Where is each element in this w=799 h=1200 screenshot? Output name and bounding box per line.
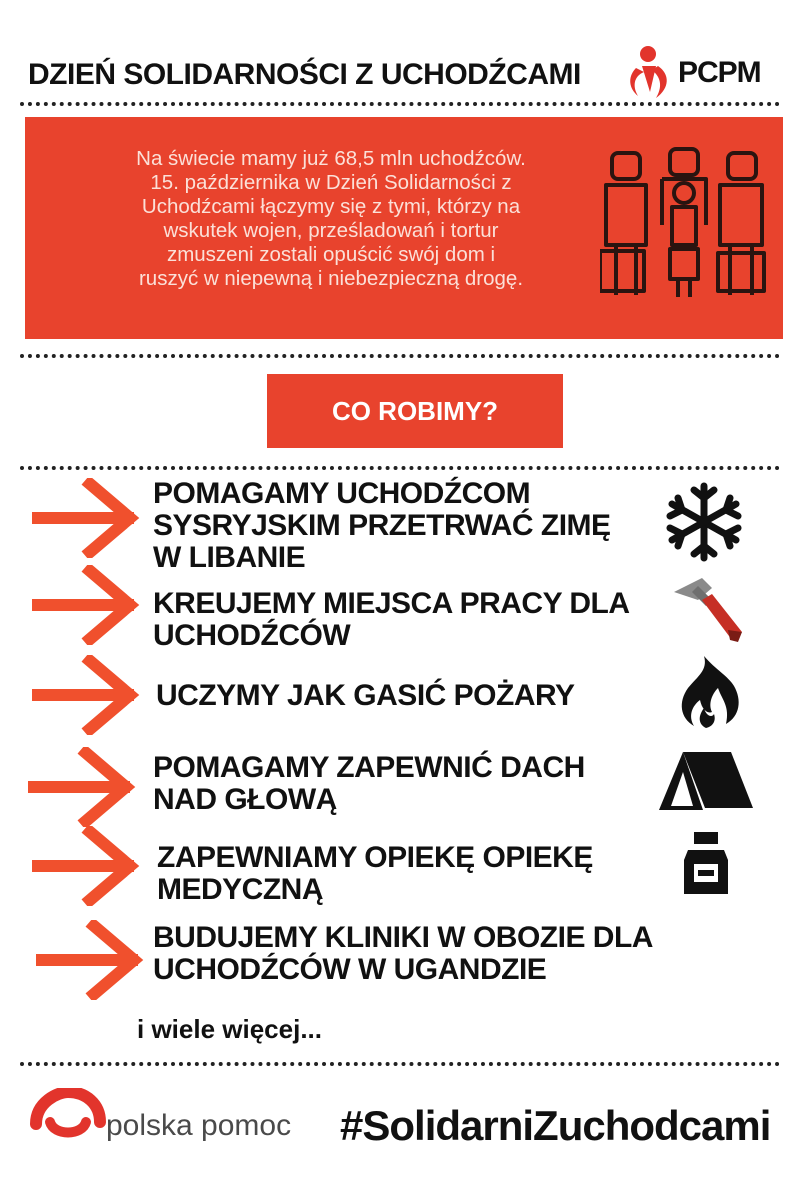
list-item-line: W LIBANIE xyxy=(153,541,306,574)
divider xyxy=(20,102,780,106)
list-item-line: MEDYCZNĄ xyxy=(157,873,323,906)
what-we-do-heading: CO ROBIMY? xyxy=(267,374,563,448)
intro-line: 15. października w Dzień Solidarności z xyxy=(150,171,512,194)
list-item xyxy=(157,842,593,906)
refugee-family-icon xyxy=(600,145,768,305)
intro-line: Uchodźcami łączymy się z tymi, którzy na xyxy=(141,195,521,218)
polska-pomoc-logo-icon xyxy=(28,1088,108,1148)
list-item-line: POMAGAMY ZAPEWNIĆ DACH xyxy=(153,751,585,784)
fire-icon xyxy=(668,652,748,732)
list-item xyxy=(153,922,653,986)
intro-text xyxy=(61,147,601,291)
intro-box xyxy=(25,117,783,339)
list-item-line: POMAGAMY UCHODŹCOM xyxy=(153,477,531,510)
arrow-right-icon xyxy=(32,826,142,906)
list-item-line: NAD GŁOWĄ xyxy=(153,783,337,816)
intro-line: ruszyć w niepewną i niebezpieczną drogę. xyxy=(138,267,524,290)
list-item xyxy=(153,478,611,574)
arrow-right-icon xyxy=(32,655,142,735)
hammer-icon xyxy=(668,570,748,650)
hashtag: #SolidarniZuchodcami xyxy=(340,1102,771,1149)
medicine-icon xyxy=(678,830,734,896)
list-item xyxy=(156,680,575,712)
divider xyxy=(20,354,780,358)
list-item-line: UCHODŹCÓW xyxy=(153,619,351,652)
list-item-line: KREUJEMY MIEJSCA PRACY DLA xyxy=(153,587,630,620)
arrow-right-icon xyxy=(32,565,142,645)
tent-icon xyxy=(655,748,755,814)
list-item-line: UCHODŹCÓW W UGANDZIE xyxy=(153,953,547,986)
page-title: DZIEŃ SOLIDARNOŚCI Z UCHODŹCAMI xyxy=(28,58,581,91)
intro-line: Na świecie mamy już 68,5 mln uchodźców. xyxy=(136,147,526,170)
list-item-line: BUDUJEMY KLINIKI W OBOZIE DLA xyxy=(153,921,653,954)
divider xyxy=(20,1062,780,1066)
intro-line: zmuszeni zostali opuścić swój dom i xyxy=(166,243,496,266)
snowflake-icon xyxy=(664,482,744,562)
pcpm-logo xyxy=(622,44,772,100)
list-item-line: SYSRYJSKIM PRZETRWAĆ ZIMĘ xyxy=(153,509,611,542)
list-item xyxy=(153,752,585,816)
list-item-line: ZAPEWNIAMY OPIEKĘ OPIEKĘ xyxy=(157,841,593,874)
divider xyxy=(20,466,780,470)
arrow-right-icon xyxy=(28,747,138,827)
arrow-right-icon xyxy=(36,920,146,1000)
list-item xyxy=(153,588,630,652)
brand-name: PCPM xyxy=(678,56,761,89)
arrow-right-icon xyxy=(32,478,142,558)
intro-line: wskutek wojen, prześladowań i tortur xyxy=(163,219,499,242)
list-item-line: UCZYMY JAK GASIĆ POŻARY xyxy=(156,679,575,712)
more-text: i wiele więcej... xyxy=(137,1014,322,1044)
pcpm-person-icon xyxy=(622,44,682,100)
polska-pomoc-text: polska pomoc xyxy=(106,1109,292,1142)
